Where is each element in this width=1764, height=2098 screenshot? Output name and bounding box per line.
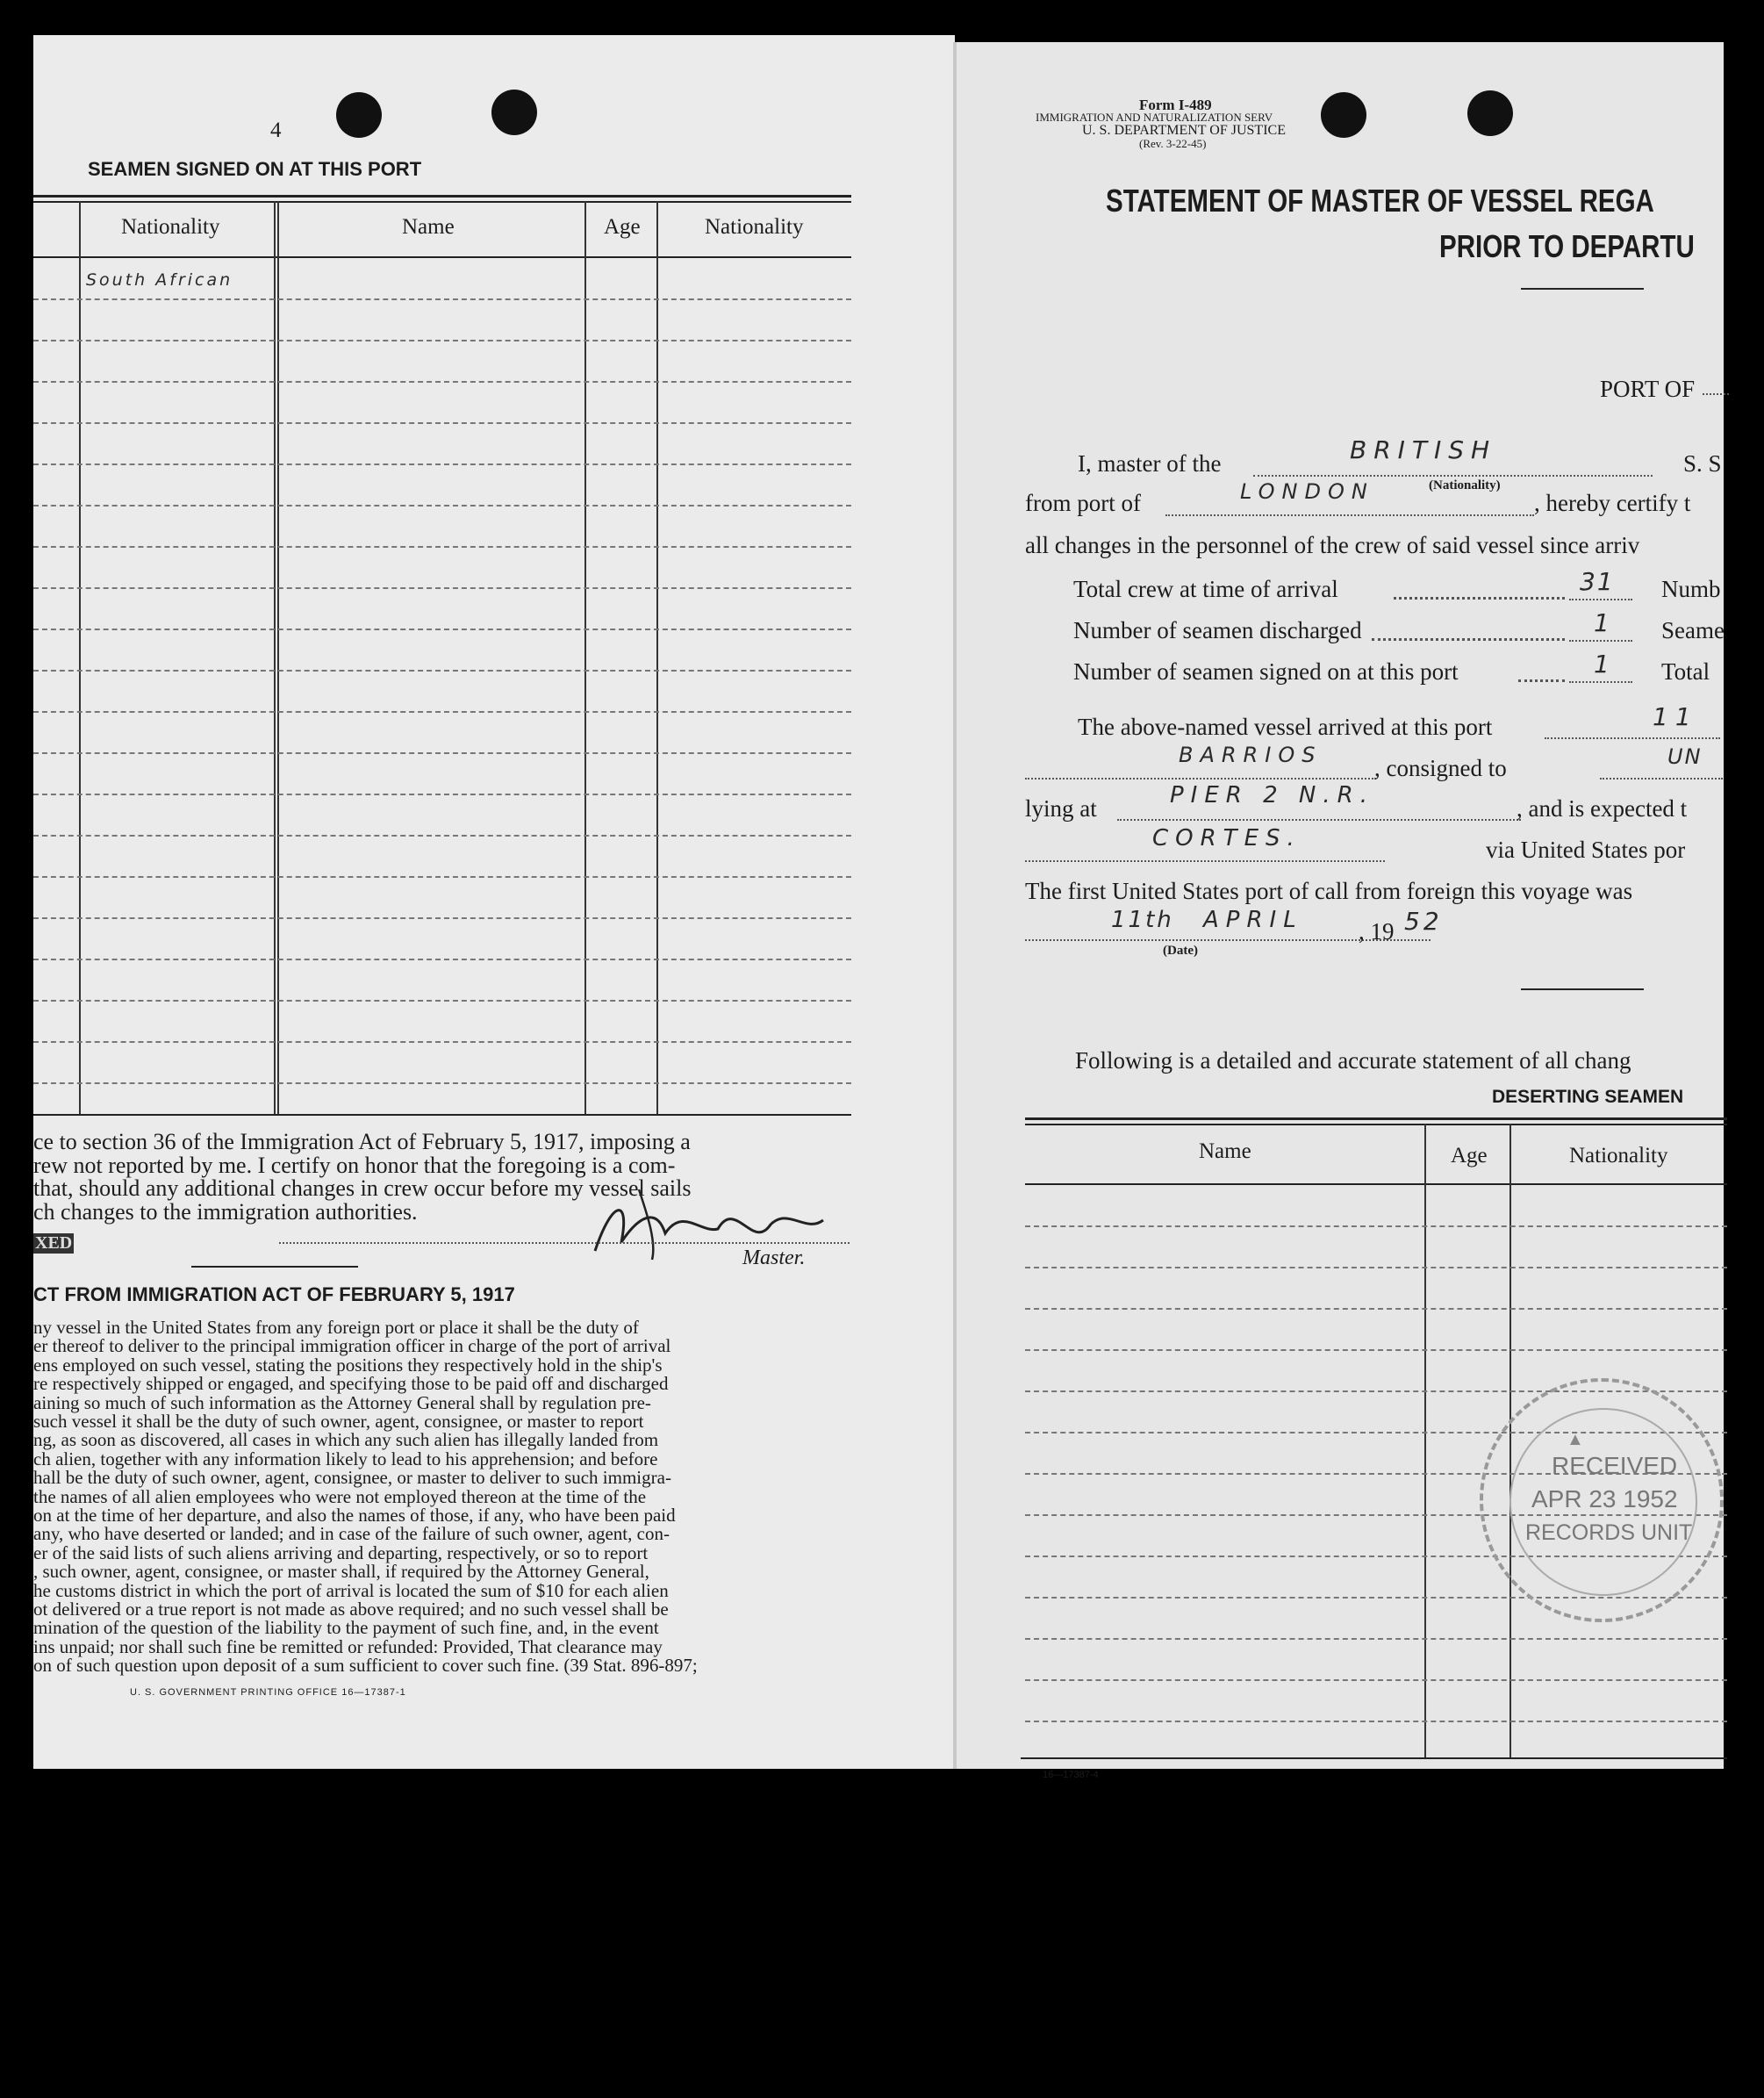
table-row-line xyxy=(33,381,851,383)
act-text-line: er of the said lists of such aliens arriving and departing, respectively, or so to report xyxy=(33,1541,649,1563)
table-row-line xyxy=(33,711,851,713)
title-line-1: STATEMENT OF MASTER OF VESSEL REGA xyxy=(1106,183,1654,219)
act-text-line: on of such question upon deposit of a sum sufficient to cover such fine. (39 Stat. 896-897; xyxy=(33,1655,698,1677)
act-text-line: ot delivered or a true report is not made as above required; and no such vessel shall be xyxy=(33,1599,669,1620)
table-row-line xyxy=(33,298,851,300)
cert-line: that, should any additional changes in crew occur before my vessel sails xyxy=(33,1175,692,1201)
cert-line: rew not reported by me. I certify on honor that the foregoing is a com- xyxy=(33,1152,676,1178)
desert-header-age: Age xyxy=(1451,1144,1488,1168)
stat-value-discharged: 1 xyxy=(1594,608,1617,637)
master-prefix: I, master of the xyxy=(1078,450,1222,477)
punch-hole xyxy=(1321,92,1366,138)
table-row-line xyxy=(33,917,851,919)
act-text-line: any, who have deserted or landed; and in case of the failure of such owner, agent, con- xyxy=(33,1523,670,1545)
table-row-line xyxy=(33,959,851,960)
revision: (Rev. 3-22-45) xyxy=(1139,137,1207,150)
following-line: Following is a detailed and accurate statement of all chang xyxy=(1075,1047,1631,1074)
desert-header-name: Name xyxy=(1199,1139,1251,1163)
stamp-fragment: XED xyxy=(35,1233,73,1253)
page-number: 4 xyxy=(270,119,282,142)
table-row-line xyxy=(33,794,851,795)
table-row-line xyxy=(33,1041,851,1043)
stamp-date: APR 23 1952 xyxy=(1531,1485,1678,1512)
date-caption: (Date) xyxy=(1163,944,1198,958)
nationality-caption: (Nationality) xyxy=(1429,478,1501,492)
page-fold xyxy=(953,42,957,1769)
act-text-line: re respectively shipped or engaged, and specifying those to be paid off and discharged xyxy=(33,1373,669,1395)
port-of-label: PORT OF xyxy=(1600,376,1696,402)
act-text-line: ch alien, together with any information likely to lead to his apprehension; and before xyxy=(33,1448,658,1469)
table-row-line xyxy=(1025,1721,1727,1722)
port-value: BARRIOS xyxy=(1179,743,1323,767)
desert-header-nationality: Nationality xyxy=(1569,1144,1668,1168)
date-year-prefix: , 19 xyxy=(1359,918,1395,945)
act-text-line: aining so much of such information as the Attorney General shall by regulation pre- xyxy=(33,1391,651,1413)
table-row-line xyxy=(1025,1349,1727,1351)
arrived-value: 11 xyxy=(1653,702,1698,731)
agency-line-2: U. S. DEPARTMENT OF JUSTICE xyxy=(1082,123,1286,138)
cert-line: ce to section 36 of the Immigration Act of February 5, 1917, imposing a xyxy=(33,1129,691,1154)
table-row-line xyxy=(33,1082,851,1084)
table-row-line xyxy=(33,1000,851,1002)
table-row-line xyxy=(33,340,851,341)
consigned-value: UN xyxy=(1667,744,1703,769)
table-row-line xyxy=(1025,1225,1727,1227)
table-row-line xyxy=(1025,1308,1727,1310)
table-row-line xyxy=(33,670,851,672)
left-page xyxy=(33,35,955,1769)
table-row-line xyxy=(33,546,851,548)
hereby-certify: , hereby certify t xyxy=(1534,490,1691,516)
consigned-label: , consigned to xyxy=(1374,755,1507,781)
expected-label: , and is expected t xyxy=(1517,795,1688,822)
lying-label: lying at xyxy=(1025,795,1097,822)
table-row-line xyxy=(33,629,851,630)
form-number: Form I-489 xyxy=(1139,97,1212,113)
agency-line-1: IMMIGRATION AND NATURALIZATION SERV xyxy=(1036,111,1273,124)
changes-line: all changes in the personnel of the crew of said vessel since arriv xyxy=(1025,532,1640,558)
table-header-age: Age xyxy=(604,215,641,239)
table-row-line xyxy=(1025,1638,1727,1640)
date-day: 11th xyxy=(1111,907,1174,933)
stat-label-discharged: Number of seamen discharged xyxy=(1073,617,1362,643)
table-row-line xyxy=(33,422,851,424)
master-label: Master. xyxy=(742,1247,806,1269)
table-row-line xyxy=(33,876,851,878)
stat-value-total-crew: 31 xyxy=(1580,567,1615,596)
act-text-line: ng, as soon as discovered, all cases in which any such alien has illegally landed from xyxy=(33,1429,659,1451)
act-text-line: the names of all alien employees who were not employed thereon at the time of the xyxy=(33,1485,647,1507)
act-text-line: mination of the question of the liability to the payment of such fine, and, in the event xyxy=(33,1617,659,1639)
stat-label-total-crew: Total crew at time of arrival xyxy=(1073,576,1338,602)
section-title: SEAMEN SIGNED ON AT THIS PORT xyxy=(88,158,422,180)
lying-value: PIER 2 N.R. xyxy=(1170,782,1374,808)
date-month: APRIL xyxy=(1203,907,1303,933)
punch-hole xyxy=(491,90,537,135)
table-row-line xyxy=(1025,1267,1727,1268)
act-text-line: ny vessel in the United States from any foreign port or place it shall be the duty of xyxy=(33,1317,639,1338)
stat-right-seame: Seame xyxy=(1661,617,1725,643)
table-header-name: Name xyxy=(402,215,455,239)
via-label: via United States por xyxy=(1486,837,1686,863)
stat-value-signed-on: 1 xyxy=(1594,650,1617,679)
punch-hole xyxy=(1467,90,1513,136)
received-stamp xyxy=(1480,1378,1724,1622)
stat-label-signed-on: Number of seamen signed on at this port xyxy=(1073,658,1459,685)
master-signature xyxy=(586,1181,850,1268)
right-footer: 16—17387-4 xyxy=(1043,1770,1099,1780)
arrived-label: The above-named vessel arrived at this port xyxy=(1078,714,1493,740)
act-title: CT FROM IMMIGRATION ACT OF FEBRUARY 5, 1917 xyxy=(33,1283,515,1305)
destination-value: CORTES. xyxy=(1152,825,1301,851)
act-text-line: on at the time of her departure, and also the names of those, if any, who have been paid xyxy=(33,1505,676,1526)
ss-label: S. S xyxy=(1683,450,1722,477)
stamp-arrow-icon: ▲ xyxy=(1567,1430,1584,1449)
table-row-line xyxy=(33,752,851,754)
title-line-2: PRIOR TO DEPARTU xyxy=(1439,228,1695,264)
act-text-line: ens employed on such vessel, stating the positions they respectively hold in the ship's xyxy=(33,1354,663,1376)
cert-line: ch changes to the immigration authorities. xyxy=(33,1198,418,1225)
act-text-line: he customs district in which the port of arrival is located the sum of $10 for each alien xyxy=(33,1579,669,1601)
act-text-line: ins unpaid; nor shall such fine be remitted or refunded: Provided, That clearance may xyxy=(33,1635,663,1657)
deserting-title: DESERTING SEAMEN xyxy=(1492,1087,1684,1107)
table-header-nationality-2: Nationality xyxy=(705,215,804,239)
date-year-suffix: 52 xyxy=(1404,907,1443,936)
left-footer: U. S. GOVERNMENT PRINTING OFFICE 16—17387-1 xyxy=(130,1687,406,1698)
stat-right-numb: Numb xyxy=(1661,576,1721,602)
punch-hole xyxy=(336,92,382,138)
act-text-line: , such owner, agent, consignee, or master shall, if required by the Attorney General, xyxy=(33,1561,649,1583)
first-port-line: The first United States port of call from foreign this voyage was xyxy=(1025,878,1633,904)
table-row-line xyxy=(33,505,851,507)
table-row-line xyxy=(33,463,851,465)
table-row-line xyxy=(33,587,851,589)
from-port-label: from port of xyxy=(1025,490,1141,516)
act-text-line: such vessel it shall be the duty of such owner, agent, consignee, or master to report xyxy=(33,1411,644,1432)
nationality-value: BRITISH xyxy=(1350,435,1497,464)
act-text-line: hall be the duty of such owner, agent, consignee, or master to deliver to such immigra- xyxy=(33,1467,671,1489)
table-header-nationality: Nationality xyxy=(121,215,220,239)
act-text-line: er thereof to deliver to the principal immigration officer in charge of the port of arrival xyxy=(33,1335,671,1357)
table-row-nationality: South African xyxy=(86,270,233,290)
stamp-records-unit: RECORDS UNIT xyxy=(1525,1520,1693,1545)
table-row-line xyxy=(1025,1679,1727,1681)
stamp-received: RECEIVED xyxy=(1552,1452,1678,1479)
from-port-value: LONDON xyxy=(1240,479,1374,504)
stat-right-total: Total xyxy=(1661,658,1710,685)
table-row-line xyxy=(33,835,851,837)
